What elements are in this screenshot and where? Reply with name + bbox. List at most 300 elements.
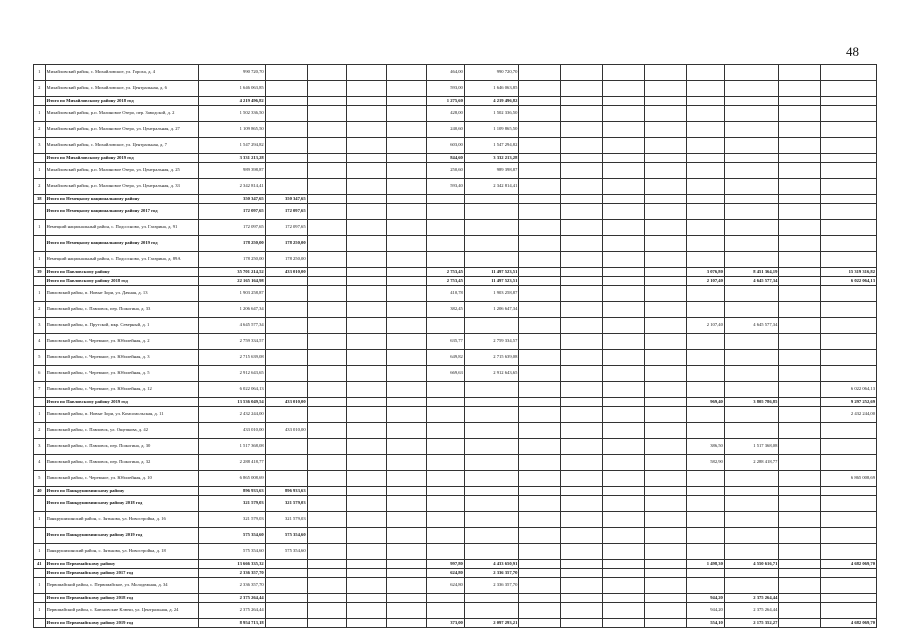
- value-cell: [387, 382, 427, 398]
- value-cell: [387, 65, 427, 81]
- value-cell: [724, 163, 779, 179]
- value-cell: [561, 439, 603, 455]
- value-cell: [387, 268, 427, 277]
- value-cell: [464, 423, 519, 439]
- value-cell: [427, 455, 465, 471]
- value-cell: [427, 594, 465, 603]
- value-cell: [464, 455, 519, 471]
- value-cell: 989 398,87: [198, 163, 265, 179]
- value-cell: [687, 496, 725, 512]
- value-cell: [427, 603, 465, 619]
- value-cell: [307, 455, 347, 471]
- value-cell: [561, 619, 603, 628]
- table-row: [34, 286, 877, 302]
- row-number-cell: [34, 594, 46, 603]
- row-number-cell: [34, 277, 46, 286]
- value-cell: [779, 252, 821, 268]
- value-cell: [603, 544, 645, 560]
- value-cell: [724, 544, 779, 560]
- value-cell: [519, 106, 561, 122]
- value-cell: 997,80: [427, 560, 465, 569]
- value-cell: [821, 569, 877, 578]
- summary-row: [34, 528, 877, 544]
- value-cell: [519, 560, 561, 569]
- value-cell: [645, 286, 687, 302]
- value-cell: [347, 268, 387, 277]
- value-cell: [687, 97, 725, 106]
- value-cell: 2 432 244,00: [198, 407, 265, 423]
- value-cell: [387, 81, 427, 97]
- row-number-cell: 2: [34, 81, 46, 97]
- value-cell: [347, 138, 387, 154]
- value-cell: [821, 252, 877, 268]
- value-cell: [387, 455, 427, 471]
- value-cell: 1 502 336,50: [198, 106, 265, 122]
- value-cell: 1 646 063,85: [198, 81, 265, 97]
- value-cell: 433 010,00: [265, 398, 307, 407]
- value-cell: [265, 277, 307, 286]
- value-cell: 2 342 814,41: [464, 179, 519, 195]
- value-cell: 2 175 352,27: [724, 619, 779, 628]
- value-cell: [779, 163, 821, 179]
- value-cell: [265, 407, 307, 423]
- value-cell: [307, 423, 347, 439]
- value-cell: [464, 236, 519, 252]
- address-cell: Итого по Павловскому району 2018 год: [45, 277, 198, 286]
- value-cell: [464, 407, 519, 423]
- value-cell: [519, 204, 561, 220]
- value-cell: 554,10: [687, 619, 725, 628]
- value-cell: 4 433 650,91: [464, 560, 519, 569]
- summary-row: [34, 97, 877, 106]
- value-cell: [307, 195, 347, 204]
- value-cell: [821, 138, 877, 154]
- value-cell: [347, 560, 387, 569]
- value-cell: [427, 398, 465, 407]
- value-cell: [519, 423, 561, 439]
- value-cell: [687, 350, 725, 366]
- address-cell: Павловский район, с. Павловск, пер. Пожогина, д. 33: [45, 302, 198, 318]
- value-cell: [387, 97, 427, 106]
- row-number-cell: 1: [34, 65, 46, 81]
- value-cell: [307, 268, 347, 277]
- value-cell: [779, 65, 821, 81]
- value-cell: [645, 423, 687, 439]
- value-cell: 593,40: [427, 179, 465, 195]
- value-cell: [519, 97, 561, 106]
- value-cell: [645, 619, 687, 628]
- value-cell: [645, 439, 687, 455]
- value-cell: 844,60: [427, 154, 465, 163]
- value-cell: 321 579,03: [198, 496, 265, 512]
- value-cell: [724, 487, 779, 496]
- value-cell: [427, 195, 465, 204]
- table-row: [34, 138, 877, 154]
- summary-row: [34, 569, 877, 578]
- value-cell: [561, 252, 603, 268]
- value-cell: [821, 594, 877, 603]
- value-cell: [427, 439, 465, 455]
- value-cell: [821, 302, 877, 318]
- summary-row: [34, 398, 877, 407]
- value-cell: [779, 512, 821, 528]
- value-cell: [519, 318, 561, 334]
- value-cell: [645, 154, 687, 163]
- value-cell: [724, 81, 779, 97]
- value-cell: 4 645 577,34: [724, 277, 779, 286]
- value-cell: 1 547 294,82: [198, 138, 265, 154]
- value-cell: [347, 252, 387, 268]
- value-cell: [307, 487, 347, 496]
- value-cell: [347, 528, 387, 544]
- address-cell: Итого по Первомайскому району 2019 год: [45, 619, 198, 628]
- value-cell: [561, 366, 603, 382]
- value-cell: [519, 603, 561, 619]
- value-cell: [821, 220, 877, 236]
- value-cell: [821, 423, 877, 439]
- value-cell: [779, 97, 821, 106]
- value-cell: [645, 65, 687, 81]
- value-cell: [347, 277, 387, 286]
- value-cell: [779, 302, 821, 318]
- value-cell: [779, 487, 821, 496]
- value-cell: [779, 619, 821, 628]
- value-cell: 11 497 523,51: [464, 277, 519, 286]
- value-cell: 428,00: [427, 106, 465, 122]
- table-row: [34, 544, 877, 560]
- value-cell: [779, 220, 821, 236]
- value-cell: [265, 65, 307, 81]
- address-cell: Первомайский район, с. Баюновские Ключи, ул. Центральная, д. 24: [45, 603, 198, 619]
- value-cell: [561, 97, 603, 106]
- address-cell: Итого по Михайловскому району 2019 год: [45, 154, 198, 163]
- address-cell: Павловский район, п. Новые Зори, ул. Комсомольская, д. 11: [45, 407, 198, 423]
- value-cell: [821, 97, 877, 106]
- value-cell: [307, 471, 347, 487]
- value-cell: [821, 512, 877, 528]
- value-cell: 989 398,87: [464, 163, 519, 179]
- address-cell: Итого по Павловскому району 2019 год: [45, 398, 198, 407]
- value-cell: [603, 350, 645, 366]
- value-cell: [307, 81, 347, 97]
- value-cell: 464,00: [427, 65, 465, 81]
- table-row: [34, 366, 877, 382]
- value-cell: [307, 97, 347, 106]
- value-cell: [603, 594, 645, 603]
- address-cell: Итого по Первомайскому району 2018 год: [45, 594, 198, 603]
- value-cell: [687, 163, 725, 179]
- value-cell: [687, 220, 725, 236]
- value-cell: [561, 154, 603, 163]
- value-cell: [821, 366, 877, 382]
- value-cell: [645, 97, 687, 106]
- value-cell: 433 010,00: [265, 423, 307, 439]
- value-cell: [687, 106, 725, 122]
- value-cell: [779, 594, 821, 603]
- value-cell: 410,78: [427, 286, 465, 302]
- value-cell: [645, 318, 687, 334]
- value-cell: [724, 106, 779, 122]
- value-cell: [307, 560, 347, 569]
- value-cell: [387, 366, 427, 382]
- value-cell: 3 076,80: [687, 268, 725, 277]
- value-cell: [645, 334, 687, 350]
- value-cell: 6 022 064,13: [821, 382, 877, 398]
- value-cell: [347, 619, 387, 628]
- value-cell: [645, 407, 687, 423]
- value-cell: [561, 163, 603, 179]
- value-cell: [561, 286, 603, 302]
- value-cell: 4 645 577,34: [198, 318, 265, 334]
- value-cell: [307, 528, 347, 544]
- value-cell: [519, 594, 561, 603]
- value-cell: [427, 236, 465, 252]
- value-cell: [561, 277, 603, 286]
- value-cell: 603,00: [427, 138, 465, 154]
- value-cell: [821, 544, 877, 560]
- value-cell: [387, 423, 427, 439]
- table-row: [34, 252, 877, 268]
- value-cell: 4 550 616,71: [724, 560, 779, 569]
- value-cell: [779, 204, 821, 220]
- value-cell: [645, 195, 687, 204]
- value-cell: [724, 220, 779, 236]
- value-cell: [687, 204, 725, 220]
- value-cell: [603, 277, 645, 286]
- value-cell: [779, 366, 821, 382]
- value-cell: [387, 619, 427, 628]
- table-row: [34, 220, 877, 236]
- value-cell: [347, 204, 387, 220]
- value-cell: [821, 286, 877, 302]
- value-cell: [347, 220, 387, 236]
- value-cell: [519, 268, 561, 277]
- value-cell: [387, 594, 427, 603]
- value-cell: 575 354,60: [198, 544, 265, 560]
- value-cell: [561, 560, 603, 569]
- value-cell: [347, 97, 387, 106]
- value-cell: [387, 471, 427, 487]
- value-cell: [519, 496, 561, 512]
- value-cell: 2 753,45: [427, 277, 465, 286]
- value-cell: 669,63: [427, 366, 465, 382]
- address-cell: Михайловский район, р.п. Малиновое Озеро, пер. Заводской, д. 2: [45, 106, 198, 122]
- value-cell: [603, 471, 645, 487]
- value-cell: [265, 366, 307, 382]
- summary-row: [34, 594, 877, 603]
- value-cell: [779, 236, 821, 252]
- value-cell: [724, 471, 779, 487]
- value-cell: [427, 528, 465, 544]
- value-cell: 2 375 264,44: [724, 603, 779, 619]
- value-cell: 373,00: [427, 619, 465, 628]
- value-cell: [427, 487, 465, 496]
- value-cell: [265, 382, 307, 398]
- value-cell: [519, 528, 561, 544]
- value-cell: [464, 544, 519, 560]
- value-cell: [603, 560, 645, 569]
- value-cell: [603, 569, 645, 578]
- value-cell: [779, 423, 821, 439]
- value-cell: [387, 407, 427, 423]
- value-cell: [307, 512, 347, 528]
- value-cell: [645, 512, 687, 528]
- value-cell: 350 347,65: [198, 195, 265, 204]
- value-cell: [645, 220, 687, 236]
- value-cell: [821, 439, 877, 455]
- value-cell: 35 701 214,52: [198, 268, 265, 277]
- value-cell: [561, 407, 603, 423]
- value-cell: [645, 487, 687, 496]
- value-cell: [265, 154, 307, 163]
- value-cell: [645, 268, 687, 277]
- value-cell: [519, 569, 561, 578]
- value-cell: [387, 578, 427, 594]
- value-cell: [821, 528, 877, 544]
- value-cell: [307, 163, 347, 179]
- value-cell: [519, 398, 561, 407]
- value-cell: [645, 179, 687, 195]
- value-cell: [724, 528, 779, 544]
- value-cell: [687, 382, 725, 398]
- value-cell: [724, 382, 779, 398]
- value-cell: [779, 154, 821, 163]
- value-cell: 4 682 069,70: [821, 619, 877, 628]
- value-cell: [427, 512, 465, 528]
- value-cell: [307, 122, 347, 138]
- value-cell: [265, 97, 307, 106]
- value-cell: [779, 603, 821, 619]
- value-cell: 4 645 577,34: [724, 318, 779, 334]
- address-cell: Павловский район, с. Черемное, ул. Юбилейная, д. 3: [45, 350, 198, 366]
- value-cell: [307, 154, 347, 163]
- value-cell: 896 933,63: [265, 487, 307, 496]
- value-cell: [347, 471, 387, 487]
- value-cell: [561, 569, 603, 578]
- value-cell: 624,80: [427, 578, 465, 594]
- value-cell: [519, 407, 561, 423]
- value-cell: 386,50: [687, 439, 725, 455]
- value-cell: [821, 179, 877, 195]
- row-number-cell: 40: [34, 487, 46, 496]
- value-cell: [464, 528, 519, 544]
- value-cell: [387, 350, 427, 366]
- table-row: [34, 455, 877, 471]
- value-cell: [387, 154, 427, 163]
- value-cell: [603, 366, 645, 382]
- value-cell: [687, 252, 725, 268]
- value-cell: [645, 569, 687, 578]
- value-cell: 22 165 164,98: [198, 277, 265, 286]
- row-number-cell: [34, 569, 46, 578]
- value-cell: [519, 179, 561, 195]
- address-cell: Михайловский район, с. Михайловское, ул. Центральная, д. 7: [45, 138, 198, 154]
- table-row: [34, 334, 877, 350]
- value-cell: 11 497 523,51: [464, 268, 519, 277]
- value-cell: [387, 252, 427, 268]
- value-cell: 6 022 064,13: [198, 382, 265, 398]
- value-cell: [724, 179, 779, 195]
- value-cell: [561, 138, 603, 154]
- value-cell: [779, 569, 821, 578]
- value-cell: [347, 163, 387, 179]
- value-cell: [387, 512, 427, 528]
- value-cell: [821, 603, 877, 619]
- value-cell: 6 022 064,13: [821, 277, 877, 286]
- row-number-cell: 1: [34, 544, 46, 560]
- value-cell: [724, 154, 779, 163]
- value-cell: 2 336 357,70: [198, 569, 265, 578]
- value-cell: [603, 138, 645, 154]
- value-cell: [265, 318, 307, 334]
- value-cell: [519, 578, 561, 594]
- value-cell: 2 336 357,70: [464, 578, 519, 594]
- value-cell: [307, 569, 347, 578]
- value-cell: [603, 487, 645, 496]
- address-cell: Итого по Немецкому национальному району 2019 год: [45, 236, 198, 252]
- value-cell: [307, 277, 347, 286]
- address-cell: Павловский район, с. Черемное, ул. Юбилейная, д. 2: [45, 334, 198, 350]
- value-cell: [561, 122, 603, 138]
- value-cell: [561, 220, 603, 236]
- value-cell: [724, 407, 779, 423]
- value-cell: [427, 544, 465, 560]
- value-cell: 1 498,30: [687, 560, 725, 569]
- value-cell: [687, 138, 725, 154]
- value-cell: [645, 138, 687, 154]
- value-cell: [603, 439, 645, 455]
- value-cell: [265, 455, 307, 471]
- summary-row: [34, 154, 877, 163]
- value-cell: [724, 286, 779, 302]
- address-cell: Михайловский район, с. Михайловское, ул. Гороха, д. 4: [45, 65, 198, 81]
- address-cell: Михайловский район, с. Михайловское, ул. Центральная, д. 6: [45, 81, 198, 97]
- repair-register-table: [33, 64, 877, 628]
- address-cell: Итого по Панкрушихинскому району: [45, 487, 198, 496]
- value-cell: [265, 594, 307, 603]
- value-cell: [603, 407, 645, 423]
- table-row: [34, 106, 877, 122]
- value-cell: [687, 179, 725, 195]
- value-cell: [265, 138, 307, 154]
- value-cell: [427, 252, 465, 268]
- value-cell: [347, 81, 387, 97]
- value-cell: [779, 179, 821, 195]
- value-cell: 6 865 008,69: [198, 471, 265, 487]
- value-cell: 1 517 368,08: [724, 439, 779, 455]
- value-cell: [464, 603, 519, 619]
- value-cell: 1 206 647,34: [198, 302, 265, 318]
- value-cell: [724, 366, 779, 382]
- value-cell: [427, 496, 465, 512]
- value-cell: [464, 382, 519, 398]
- value-cell: [687, 236, 725, 252]
- value-cell: [821, 154, 877, 163]
- value-cell: [603, 252, 645, 268]
- value-cell: [561, 81, 603, 97]
- value-cell: [645, 398, 687, 407]
- value-cell: [427, 220, 465, 236]
- value-cell: 2 753,45: [427, 268, 465, 277]
- value-cell: 575 354,60: [265, 544, 307, 560]
- table-row: [34, 81, 877, 97]
- value-cell: 2 107,40: [687, 318, 725, 334]
- value-cell: [265, 439, 307, 455]
- value-cell: [821, 65, 877, 81]
- row-number-cell: 1: [34, 220, 46, 236]
- value-cell: [347, 423, 387, 439]
- summary-row: [34, 496, 877, 512]
